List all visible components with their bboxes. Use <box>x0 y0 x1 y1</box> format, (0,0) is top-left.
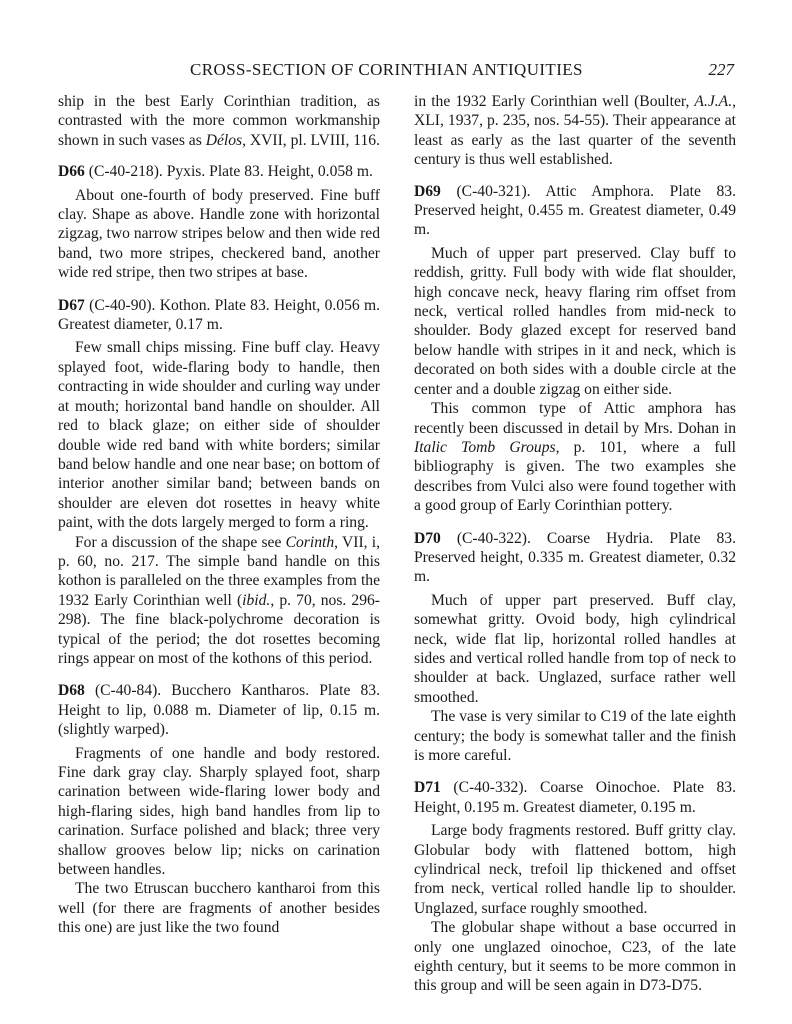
catalog-id: D68 <box>58 682 85 700</box>
entry-d68-heading: D68 (C-40-84). Bucchero Kantharos. Plate 83. Height to lip, 0.088 m. Diameter of lip, 0.15 m. (slightly warped). <box>58 682 380 739</box>
continued-paragraph: in the 1932 Early Corinthian well (Boulter, A.J.A., XLI, 1937, p. 235, nos. 54-55). Their appearance at least as early as the last quarter of the seventh century is thus well established. <box>414 93 736 169</box>
entry-d70-heading: D70 (C-40-322). Coarse Hydria. Plate 83. Preserved height, 0.335 m. Greatest diameter, 0.32 m. <box>414 529 736 586</box>
entry-d69-commentary: This common type of Attic amphora has recently been discussed in detail by Mrs. Dohan in Italic Tomb Groups, p. 101, where a full bibliography is given. The two examples she describes from Vulci also were found together with a good group of Early Corinthian pottery. <box>414 400 737 515</box>
catalog-id: D66 <box>58 163 85 181</box>
entry-d70-description: Much of upper part preserved. Buff clay, somewhat gritty. Ovoid body, high cylindrical neck, wide flat lip, horizontal rolled handles at sides and vertical rolled handle from top of neck to shoulder at back. Unglazed, surface rather well smoothed. <box>414 591 736 706</box>
entry-d71-description: Large body fragments restored. Buff gritty clay. Globular body with flattened bottom, high cylindrical neck, trefoil lip thickened and offset from neck, vertical rolled handle lip to shoulder. Unglazed, surface roughly smoothed. <box>414 822 736 917</box>
entry-d68-description: Fragments of one handle and body restored. Fine dark gray clay. Sharply splayed foot, sharp carination between wide-flaring lower body and high-flaring sides, high band handles from lip to carination. Surface polished and black; three very shallow grooves below lip; nicks on carination between handles. <box>58 744 380 879</box>
intro-paragraph: ship in the best Early Corinthian tradition, as contrasted with the more common workmanship shown in such vases as Délos, XVII, pl. LVIII, 116. <box>58 93 380 149</box>
entry-d66-heading: D66 (C-40-218). Pyxis. Plate 83. Height, 0.058 m. <box>58 163 373 181</box>
page-number: 227 <box>708 60 734 79</box>
intro-reference: Délos <box>205 131 243 149</box>
entry-d68-commentary: The two Etruscan bucchero kantharoi from this well (for there are fragments of another besides this one) are just like the two found <box>58 880 380 937</box>
catalog-id: D71 <box>414 779 441 797</box>
right-column <box>414 92 736 996</box>
entry-d71-heading: D71 (C-40-332). Coarse Oinochoe. Plate 83. Height, 0.195 m. Greatest diameter, 0.195 m. <box>414 779 736 816</box>
running-title: CROSS-SECTION OF CORINTHIAN ANTIQUITIES <box>190 60 583 79</box>
page-header <box>58 60 734 82</box>
entry-d67-description: Few small chips missing. Fine buff clay. Heavy splayed foot, wide-flaring body to handle, then contracting in wide shoulder and curling way under at mouth; horizontal band handle on shoulder. All red to black glaze; on either side of shoulder double wide red band with white borders; similar band below handle and one near base; on bottom of interior another similar band; between bands on shoulder are eleven dot rosettes in heavy white paint, with the dots largely merged to form a ring. <box>58 339 380 532</box>
entry-d71-commentary: The globular shape without a base occurred in only one unglazed oinochoe, C23, of the late eighth century, but it seems to be more common in this group and will be seen again in D73-D75. <box>414 919 736 995</box>
entry-d70-commentary: The vase is very similar to C19 of the late eighth century; the body is somewhat taller and the finish is more careful. <box>414 708 736 764</box>
entry-d67-heading: D67 (C-40-90). Kothon. Plate 83. Height, 0.056 m. Greatest diameter, 0.17 m. <box>58 296 380 334</box>
catalog-id: D70 <box>414 529 441 547</box>
journal-reference: A.J.A. <box>694 93 733 110</box>
entry-d69-heading: D69 (C-40-321). Attic Amphora. Plate 83. Preserved height, 0.455 m. Greatest diameter, 0.49 m. <box>414 182 736 239</box>
catalog-id: D69 <box>414 182 441 200</box>
entry-d66-description: About one-fourth of body preserved. Fine buff clay. Shape as above. Handle zone with horizontal zigzag, two narrow stripes below and then wide red band, two more stripes, checkered band, another wide red stripe, then two stripes at base. <box>58 186 380 282</box>
left-column <box>58 92 380 938</box>
entry-d69-description: Much of upper part preserved. Clay buff to reddish, gritty. Full body with wide flat shoulder, high concave neck, heavy flaring rim offset from neck, vertical rolled handles from mid-neck to shoulder. Body glazed except for reserved band below handle with stripes in it and neck, which is decorated on both sides with a double circle at the center and a double zigzag on either side. <box>414 244 736 398</box>
catalog-id: D67 <box>58 296 85 314</box>
entry-d67-commentary: For a discussion of the shape see Corinth, VII, i, p. 60, no. 217. The simple band handle on this kothon is paralleled on the three examples from the 1932 Early Corinthian well (ibid., p. 70, nos. 296-298). The fine black-polychrome decoration is typical of the period; the dot rosettes becoming rings appear on most of the kothons of this period. <box>58 533 381 667</box>
